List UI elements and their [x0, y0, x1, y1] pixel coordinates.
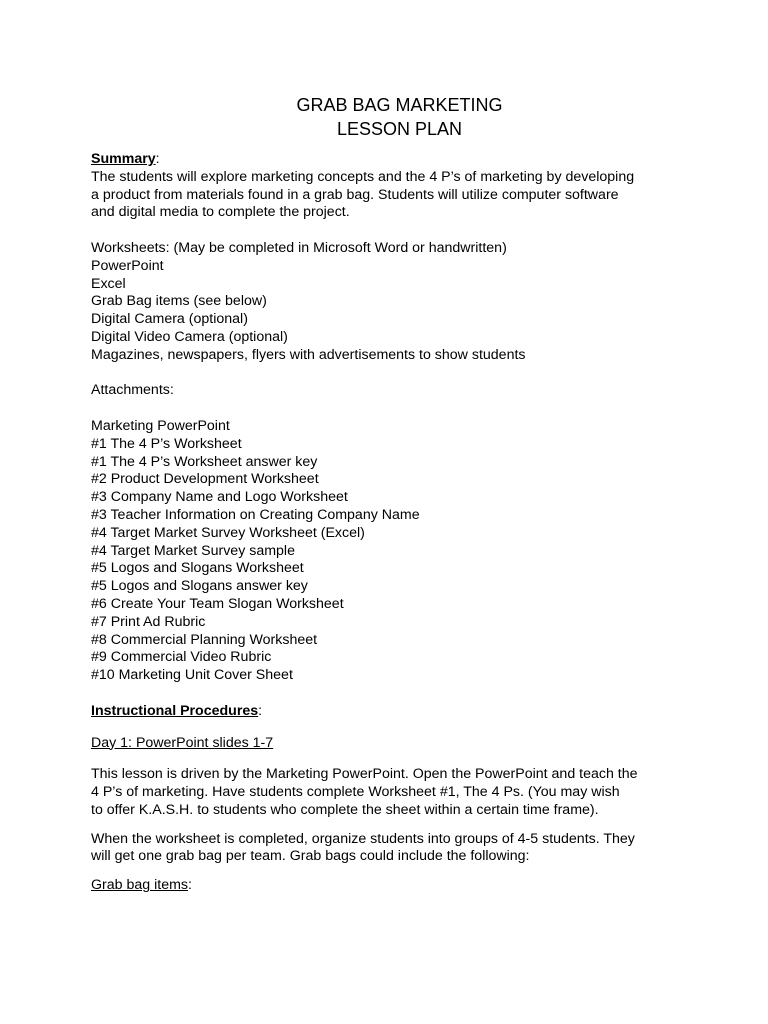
procedures-heading-colon: :	[258, 702, 263, 719]
attachment-item: #4 Target Market Survey Worksheet (Excel)	[91, 524, 365, 541]
summary-heading-colon: :	[155, 151, 160, 167]
spacer	[91, 752, 708, 766]
grab-bag-heading-colon: :	[188, 877, 192, 894]
attachment-item: Marketing PowerPoint	[91, 417, 230, 434]
title-line-2: LESSON PLAN	[336, 118, 463, 139]
spacer	[91, 365, 708, 383]
summary-text-line: and digital media to complete the project.	[91, 204, 350, 221]
materials-item: Worksheets: (May be completed in Microsoft Word or handwritten)	[91, 239, 507, 256]
procedures-heading: Instructional Procedures	[91, 702, 259, 719]
title-line-1: GRAB BAG MARKETING	[296, 95, 503, 115]
spacer	[91, 685, 708, 703]
paragraph-line: 4 P’s of marketing. Have students complete Worksheet #1, The 4 Ps. (You may wish	[91, 784, 620, 801]
materials-item: Magazines, newspapers, flyers with advertisements to show students	[91, 346, 526, 363]
attachment-item: #4 Target Market Survey sample	[91, 542, 295, 559]
attachment-item: #3 Company Name and Logo Worksheet	[91, 489, 348, 506]
spacer	[91, 866, 708, 877]
paragraph-line: This lesson is driven by the Marketing PowerPoint. Open the PowerPoint and teach the	[91, 766, 638, 783]
materials-item: Excel	[91, 275, 126, 292]
attachment-item: #5 Logos and Slogans answer key	[91, 578, 308, 595]
summary-text-line: The students will explore marketing concepts and the 4 P’s of marketing by developing	[91, 168, 635, 185]
paragraph-line: When the worksheet is completed, organize students into groups of 4-5 students. They	[91, 830, 635, 847]
spacer	[91, 400, 708, 418]
materials-list	[91, 240, 708, 365]
day-1-heading: Day 1: PowerPoint slides 1-7	[91, 734, 274, 751]
spacer	[91, 820, 708, 831]
spacer	[91, 721, 708, 735]
materials-item: Digital Video Camera (optional)	[91, 328, 288, 345]
grab-bag-heading: Grab bag items	[91, 877, 188, 894]
attachment-item: #2 Product Development Worksheet	[91, 471, 319, 488]
attachment-item: #10 Marketing Unit Cover Sheet	[91, 667, 293, 684]
paragraph-line: will get one grab bag per team. Grab bags could include the following:	[91, 848, 530, 865]
materials-item: Digital Camera (optional)	[91, 311, 248, 328]
attachments-section	[91, 382, 708, 685]
materials-item: PowerPoint	[91, 257, 164, 274]
attachment-item: #3 Teacher Information on Creating Company Name	[91, 506, 420, 523]
summary-heading: Summary	[91, 151, 156, 167]
summary-text-line: a product from materials found in a grab bag. Students will utilize computer software	[91, 186, 619, 203]
materials-item: Grab Bag items (see below)	[91, 293, 267, 310]
attachment-item: #5 Logos and Slogans Worksheet	[91, 560, 304, 577]
attachment-item: #8 Commercial Planning Worksheet	[91, 631, 318, 648]
attachment-item: #7 Print Ad Rubric	[91, 613, 206, 630]
paragraph-line: to offer K.A.S.H. to students who complete the sheet within a certain time frame).	[91, 801, 599, 818]
attachment-item: #1 The 4 P’s Worksheet answer key	[91, 453, 318, 470]
procedures-section	[91, 703, 708, 895]
attachment-item: #9 Commercial Video Rubric	[91, 649, 272, 666]
attachment-item: #6 Create Your Team Slogan Worksheet	[91, 595, 344, 612]
attachment-item: #1 The 4 P’s Worksheet	[91, 435, 242, 452]
procedure-paragraph-1	[91, 766, 708, 819]
attachments-heading: Attachments:	[91, 382, 174, 399]
summary-section	[91, 151, 708, 222]
document-title	[91, 94, 708, 141]
procedure-paragraph-2	[91, 831, 708, 867]
spacer	[91, 222, 708, 240]
